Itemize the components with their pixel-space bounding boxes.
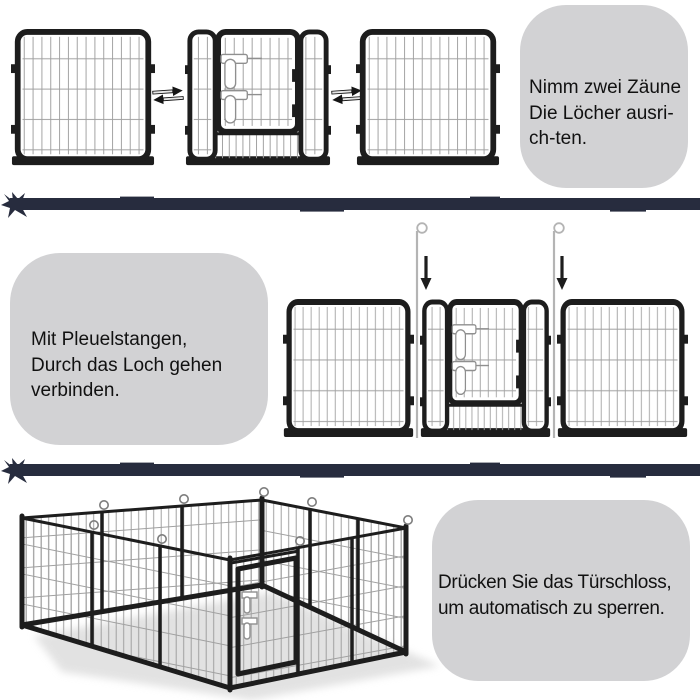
note-step1: [520, 5, 688, 188]
section-divider: [1, 458, 700, 484]
assembled-playpen-3d: [22, 488, 440, 700]
door-fence-panel: [420, 302, 551, 437]
note-step3: [432, 500, 690, 681]
plain-fence-panel: [356, 32, 500, 165]
note-step2: [10, 253, 268, 445]
note-step2-line: Durch das Loch gehen: [31, 354, 223, 376]
note-step1-line: Die Löcher ausri-: [529, 102, 674, 124]
section-divider: [1, 192, 700, 218]
down-arrow-icon: [421, 256, 432, 290]
door-fence-panel: [185, 32, 331, 165]
swap-arrows-icon: [331, 86, 362, 105]
down-arrow-icon: [557, 256, 568, 290]
note-step1-line: Nimm zwei Zäune: [529, 77, 682, 98]
note-step3-line: Drücken Sie das Türschloss,: [438, 572, 672, 593]
plain-fence-panel: [11, 32, 155, 165]
step1-figure: [11, 32, 500, 165]
note-step2-line: Mit Pleuelstangen,: [31, 329, 188, 350]
step2-figure: [283, 223, 688, 438]
note-step3-line: um automatisch zu sperren.: [438, 597, 665, 619]
plain-fence-panel: [557, 302, 688, 437]
note-step1-line: ch-ten.: [529, 128, 588, 150]
note-step2-line: verbinden.: [31, 380, 120, 402]
plain-fence-panel: [283, 302, 414, 437]
swap-arrows-icon: [152, 86, 183, 105]
